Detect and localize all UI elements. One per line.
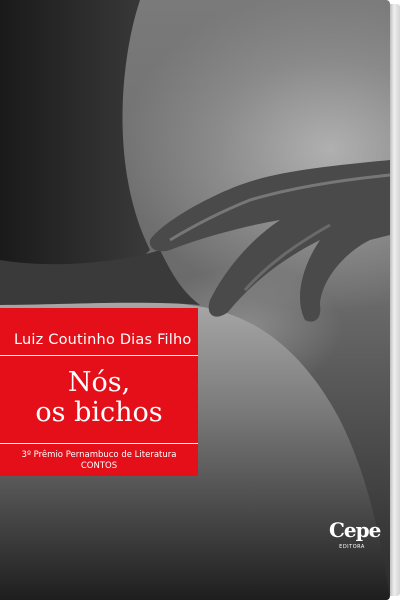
- title-line-2: os bichos: [35, 397, 163, 428]
- award-text: [0, 450, 198, 472]
- publisher-subtext: EDITORA: [339, 544, 365, 550]
- hair-shape: [0, 0, 150, 300]
- author-name: Luiz Coutinho Dias Filho: [14, 332, 192, 348]
- award-line: 3º Prêmio Pernambuco de Literatura: [21, 450, 177, 460]
- publisher-logo-text: Cepe: [329, 518, 381, 542]
- divider-top: [0, 355, 198, 356]
- title-line-1: Nós,: [67, 367, 131, 398]
- book-title: [0, 368, 198, 428]
- publisher-logo: [329, 518, 381, 558]
- divider-bottom: [0, 443, 198, 444]
- page-edge: [390, 4, 400, 596]
- genre-line: CONTOS: [80, 461, 118, 471]
- title-panel: [0, 308, 198, 476]
